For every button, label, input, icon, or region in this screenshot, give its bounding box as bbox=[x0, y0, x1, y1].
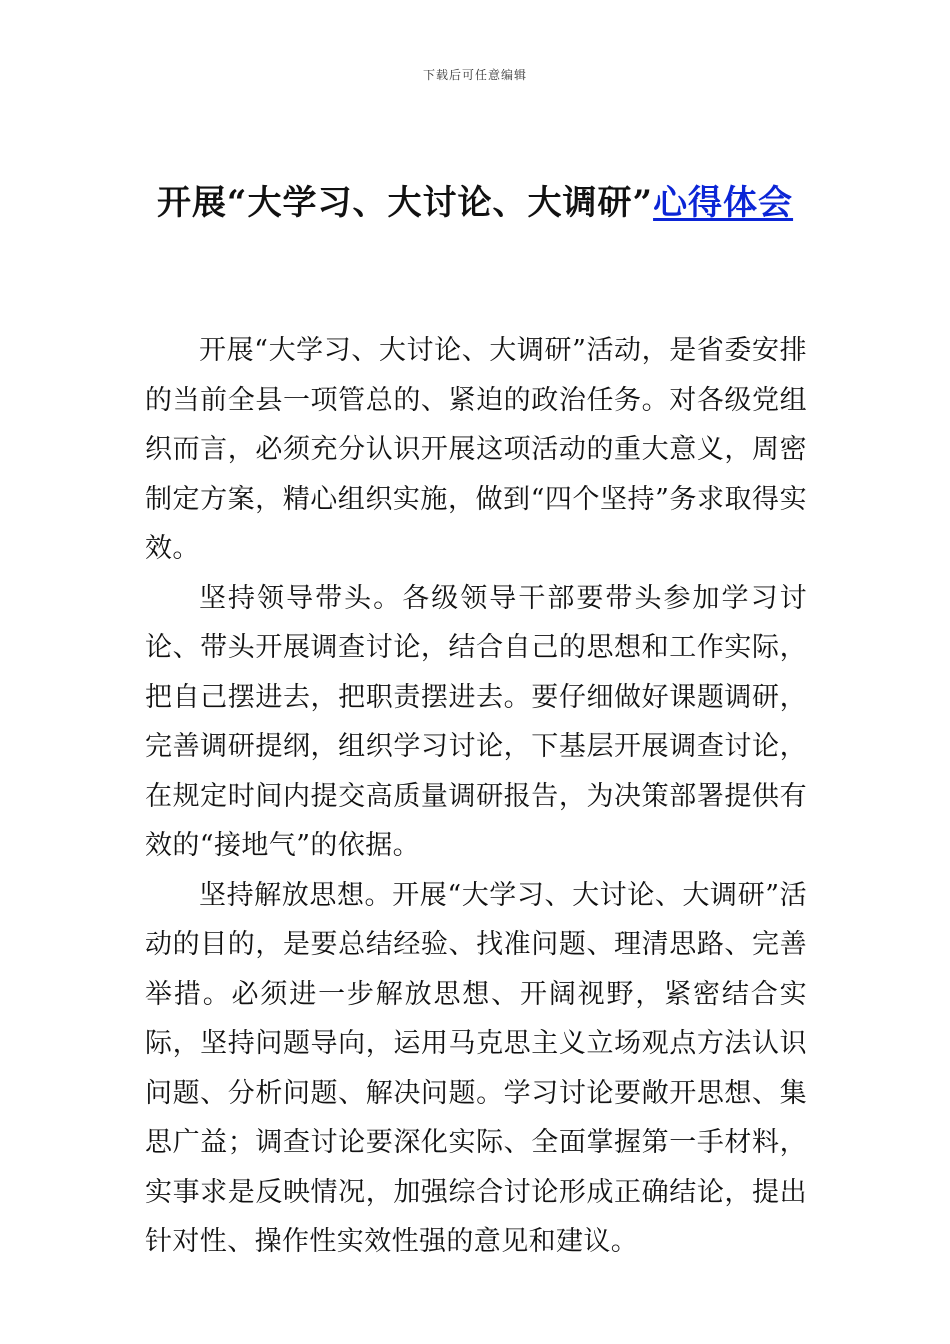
paragraph-intro: 开展“大学习、大讨论、大调研”活动，是省委安排的当前全县一项管总的、紧迫的政治任务。对各级党组织而言，必须充分认识开展这项活动的重大意义，周密制定方案，精心组织实施，做到“四个坚持”务求取得实效。 bbox=[145, 335, 807, 564]
document-body bbox=[145, 326, 807, 1267]
document-title bbox=[145, 178, 805, 228]
title-link[interactable]: 心得体会 bbox=[653, 183, 794, 223]
paragraph-emancipation: 坚持解放思想。开展“大学习、大讨论、大调研”活动的目的，是要总结经验、找准问题、理清思路、完善举措。必须进一步解放思想、开阔视野，紧密结合实际，坚持问题导向，运用马克思主义立场观点方法认识问题、分析问题、解决问题。学习讨论要敞开思想、集思广益；调查讨论要深化实际、全面掌握第一手材料，实事求是反映情况，加强综合讨论形成正确结论，提出针对性、操作性实效性强的意见和建议。 bbox=[145, 879, 807, 1257]
paragraph-leadership: 坚持领导带头。各级领导干部要带头参加学习讨论、带头开展调查讨论，结合自己的思想和工作实际，把自己摆进去，把职责摆进去。要仔细做好课题调研，完善调研提纲，组织学习讨论，下基层开展调查讨论，在规定时间内提交高质量调研报告，为决策部署提供有效的“接地气”的依据。 bbox=[145, 582, 807, 861]
header-note: 下载后可任意编辑 bbox=[422, 68, 527, 82]
title-text: 开展“大学习、大讨论、大调研” bbox=[156, 183, 654, 223]
